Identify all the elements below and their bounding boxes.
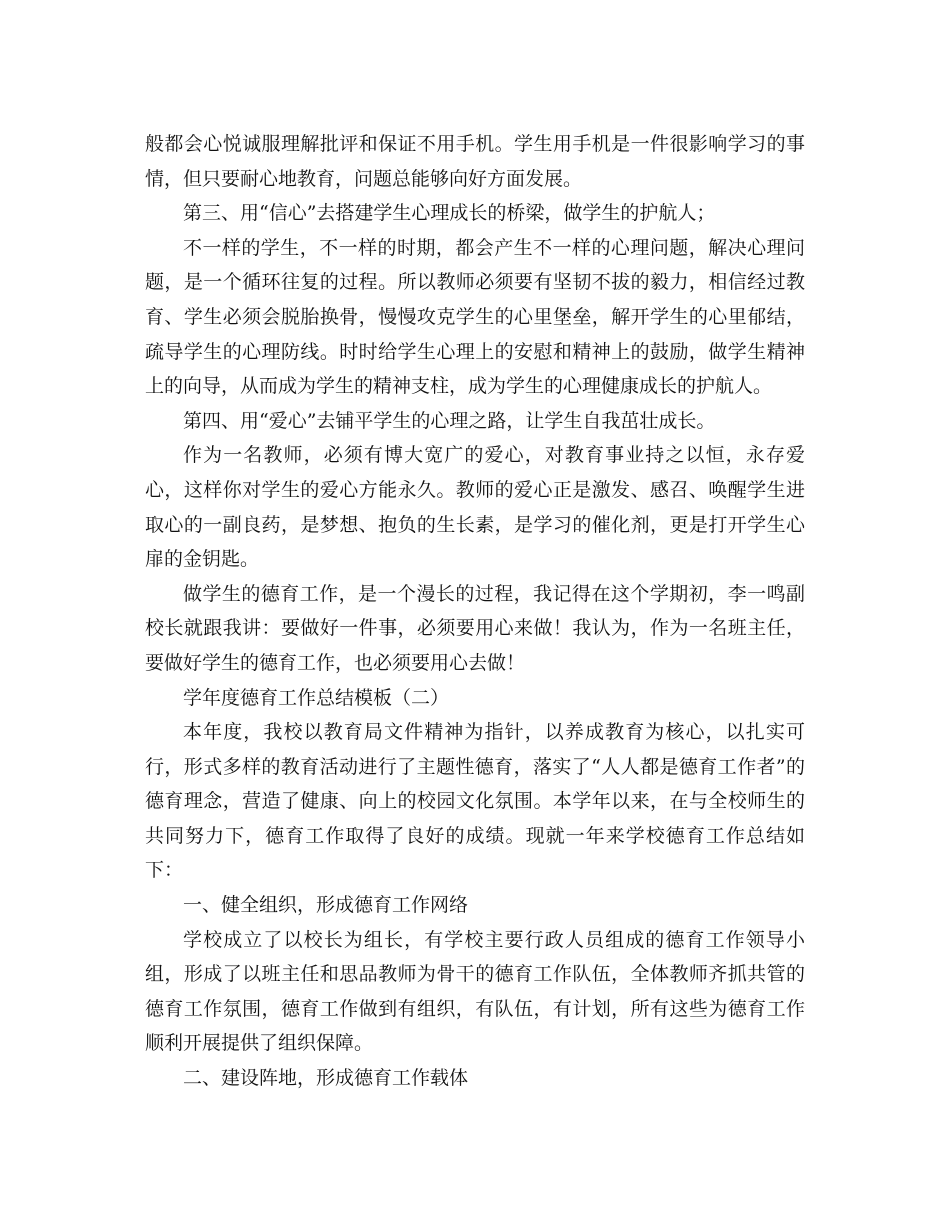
paragraph-continuation: 般都会心悦诚服理解批评和保证不用手机。学生用手机是一件很影响学习的事情，但只要耐心地教育，问题总能够向好方面发展。	[145, 133, 805, 190]
heading-section-two: 二、建设阵地，形成德育工作载体	[183, 1067, 469, 1090]
section-title-template-two: 学年度德育工作总结模板（二）	[183, 686, 450, 709]
paragraph-love: 作为一名教师，必须有博大宽广的爱心，对教育事业持之以恒，永存爱心，这样你对学生的爱心方能永久。教师的爱心正是激发、感召、唤醒学生进取心的一副良药，是梦想、抱负的生长素，是学习的催化剂，更是打开学生心扉的金钥匙。	[145, 444, 805, 571]
heading-point-three: 第三、用“信心”去搭建学生心理成长的桥梁，做学生的护航人；	[183, 202, 716, 225]
paragraph-annual-overview: 本年度，我校以教育局文件精神为指针，以养成教育为核心，以扎实可行，形式多样的教育活动进行了主题性德育，落实了“人人都是德育工作者”的德育理念，营造了健康、向上的校园文化氛围。本学年以来，在与全校师生的共同努力下，德育工作取得了良好的成绩。现就一年来学校德育工作总结如下：	[145, 721, 805, 882]
paragraph-psychology: 不一样的学生，不一样的时期，都会产生不一样的心理问题，解决心理问题，是一个循环往复的过程。所以教师必须要有坚韧不拔的毅力，相信经过教育、学生必须会脱胎换骨，慢慢攻克学生的心里堡垒，解开学生的心里郁结，疏导学生的心理防线。时时给学生心理上的安慰和精神上的鼓励，做学生精神上的向导，从而成为学生的精神支柱，成为学生的心理健康成长的护航人。	[145, 236, 805, 398]
heading-point-four: 第四、用“爱心”去铺平学生的心理之路，让学生自我茁壮成长。	[183, 409, 716, 432]
paragraph-moral-work: 做学生的德育工作，是一个漫长的过程，我记得在这个学期初，李一鸣副校长就跟我讲：要做好一件事，必须要用心来做！我认为，作为一名班主任，要做好学生的德育工作，也必须要用心去做！	[145, 582, 805, 674]
heading-section-one: 一、健全组织，形成德育工作网络	[183, 894, 469, 917]
document-body	[145, 127, 805, 1096]
paragraph-organization: 学校成立了以校长为组长，有学校主要行政人员组成的德育工作领导小组，形成了以班主任和思品教师为骨干的德育工作队伍，全体教师齐抓共管的德育工作氛围，德育工作做到有组织，有队伍，有计划，所有这些为德育工作顺利开展提供了组织保障。	[145, 928, 805, 1055]
